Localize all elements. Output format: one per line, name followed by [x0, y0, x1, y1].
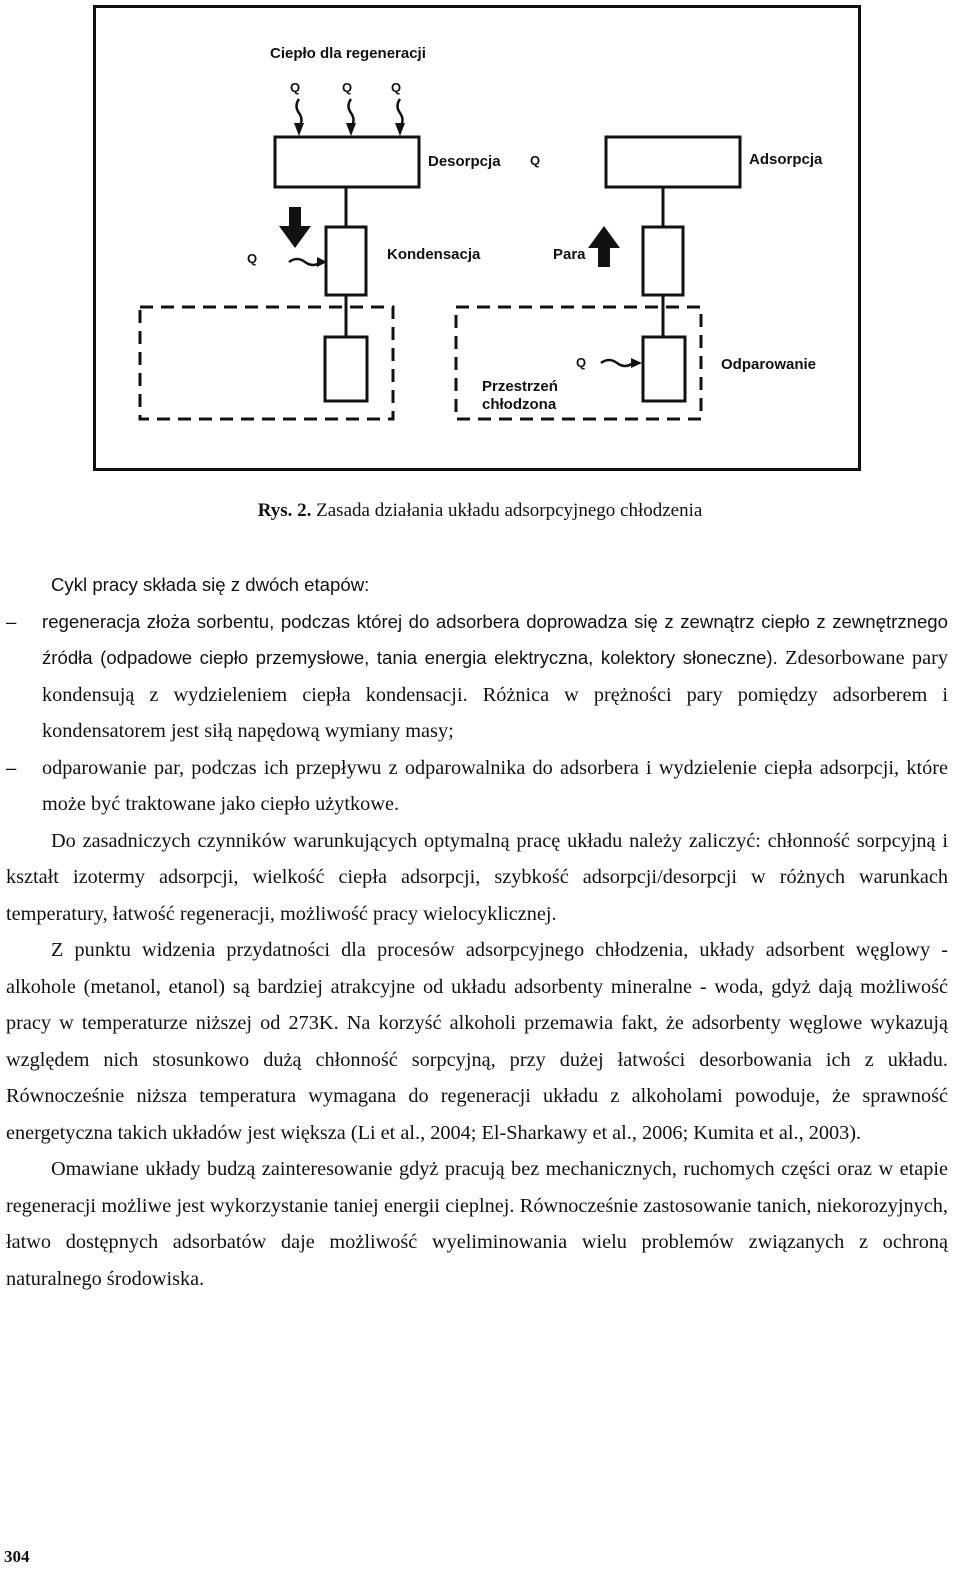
svg-text:Q: Q [342, 80, 353, 95]
intro-line: Cykl pracy składa się z dwóch etapów: [51, 574, 370, 595]
cooled-space-label-line2: chłodzona [482, 396, 557, 413]
bullet-item-regeneration [6, 604, 948, 750]
evaporator-box [643, 337, 685, 401]
adsorber-box [606, 137, 740, 187]
figure-frame [95, 7, 860, 470]
desorber-box [275, 137, 419, 187]
bullet-dash: – [6, 756, 17, 778]
desorption-q-label: Q [530, 153, 541, 168]
bullet-item-evaporation [6, 750, 948, 823]
evaporation-heat-wave [601, 360, 633, 366]
bullet-regeneration-sans: regeneracja złoża sorbentu, podczas której do adsorbera doprowadza się z zewnątrz ciepło z zewnętrznego źródła (odpadowe ciepło przemysłowe, tania energia elektryczna, kolektory słoneczne). [42, 610, 948, 668]
paragraph-carbon-alcohol: Z punktu widzenia przydatności dla procesów adsorpcyjnego chłodzenia, układy adsorbent węglowy - alkohole (metanol, etanol) są bardziej atrakcyjne od układu adsorbenty mineralne - woda, gdyż dają możliwość pracy w temperaturze niższej od 273K. Na korzyść alkoholi przemawia fakt, że adsorbenty węglowe wykazują względem nich stosunkowo dużą chłonność sorpcyjną, przy dużej łatwości desorbowania ich z układu. Równocześnie niższa temperatura wymagana do regeneracji układu z alkoholami powoduje, że sprawność energetyczna takich układów jest większa (Li et al., 2004; El-Sharkawy et al., 2006; Kumita et al., 2003). [6, 939, 948, 1144]
evaporation-q-label: Q [576, 355, 587, 370]
wavy-heat-arrow [398, 99, 403, 127]
heat-for-regeneration-label: Ciepło dla regeneracji [270, 45, 426, 62]
vapor-label: Para [553, 246, 586, 263]
bullet-dash: – [6, 610, 17, 632]
desorption-label: Desorpcja [428, 153, 501, 170]
paragraph-factors: Do zasadniczych czynników warunkujących optymalną pracę układu należy zaliczyć: chłonność sorpcyjną i kształt izotermy adsorpcji, wielkość ciepła adsorpcji, szybkość adsorpcji/desorpcji w różnych warunkach temperatury, łatwość regeneracji, możliwość pracy wielocyklicznej. [6, 829, 948, 925]
regeneration-heat-inputs [290, 80, 405, 136]
heat-release-arrow [279, 207, 311, 248]
adsorption-cooling-diagram [93, 5, 861, 471]
evaporator-upper-box [643, 227, 683, 295]
vapor-up-arrow [588, 226, 620, 267]
condenser-box [326, 227, 366, 295]
cooled-space-label-line1: Przestrzeń [482, 378, 558, 395]
wavy-heat-arrow [349, 99, 354, 127]
svg-text:Q: Q [290, 80, 301, 95]
bullet-evaporation-text: odparowanie par, podczas ich przepływu z odparowalnika do adsorbera i wydzielenie ciepła adsorpcji, które może być traktowane jako ciepło użytkowe. [42, 756, 948, 815]
paragraph-advantages: Omawiane układy budzą zainteresowanie gdyż pracują bez mechanicznych, ruchomych części oraz w etapie regeneracji możliwe jest wykorzystanie taniej energii cieplnej. Równocześnie zastosowanie tanich, niekorozyjnych, łatwo dostępnych adsorbatów daje możliwość wyeliminowania wielu problemów związanych z ochroną naturalnego środowiska. [6, 1158, 948, 1290]
condensate-box [325, 337, 367, 401]
caption-text: Zasada działania układu adsorpcyjnego chłodzenia [311, 500, 703, 521]
svg-text:Q: Q [391, 80, 402, 95]
figure-caption [0, 497, 960, 525]
condensation-heat-wave [289, 259, 321, 265]
evaporation-label: Odparowanie [721, 356, 817, 373]
wavy-heat-arrow [297, 99, 302, 127]
condensation-label: Kondensacja [387, 246, 481, 263]
adsorption-label: Adsorpcja [749, 151, 823, 168]
condensation-q-label: Q [247, 251, 258, 266]
caption-label: Rys. 2. [257, 500, 312, 521]
bullet-regeneration-serif: Zdesorbowane pary kondensują z wydzieleniem ciepła kondensacji. Różnica w prężności pary pomiędzy adsorberem i kondensatorem jest siłą napędową wymiany masy; [42, 647, 948, 742]
page-number: 304 [4, 1547, 30, 1566]
body-text [6, 567, 948, 1297]
